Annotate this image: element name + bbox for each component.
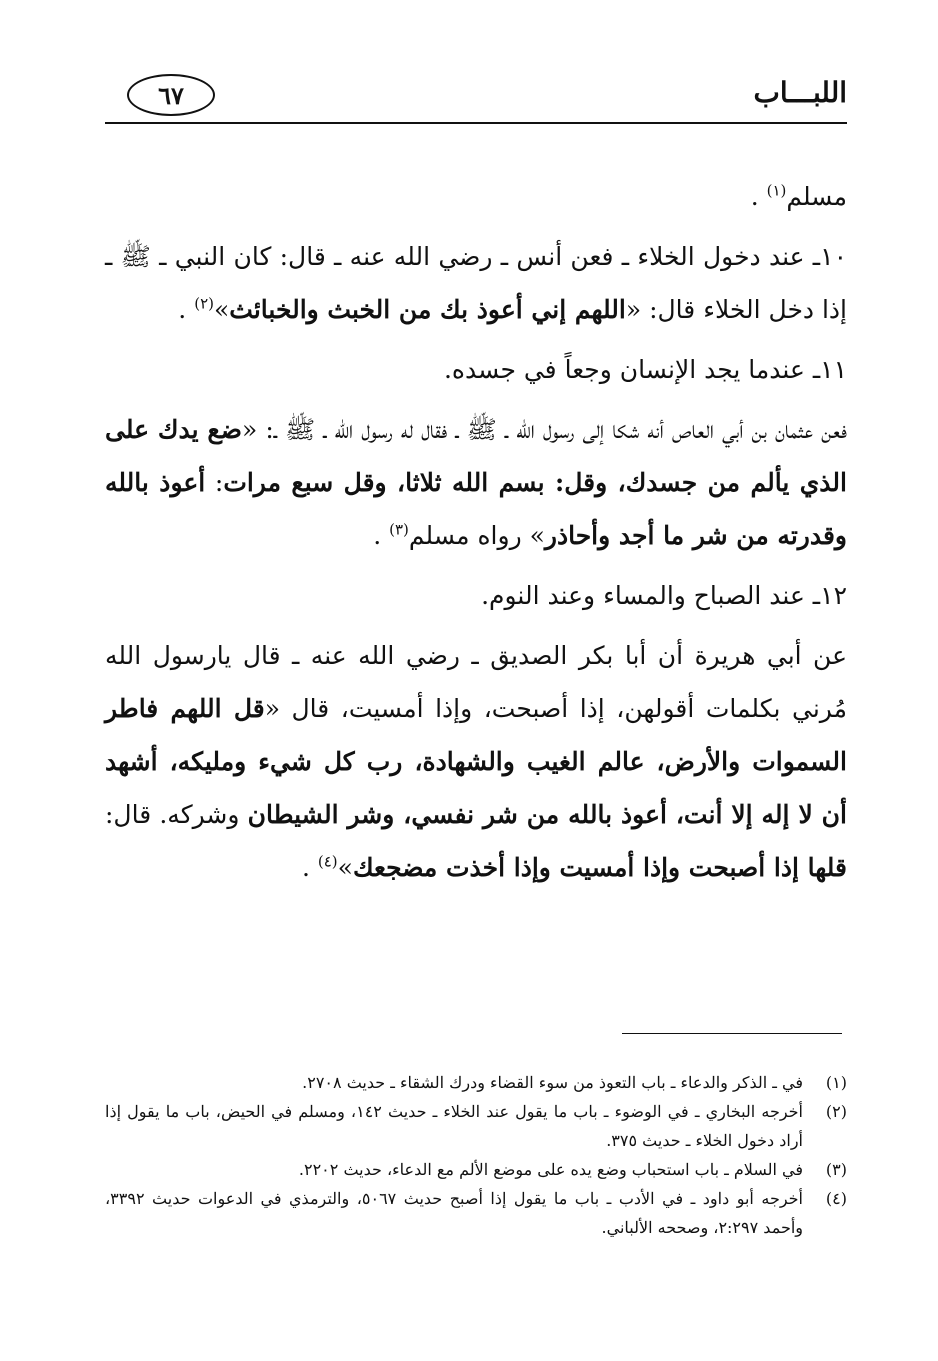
footnote-text: في ـ الذكر والدعاء ـ باب التعوذ من سوء القضاء ودرك الشقاء ـ حديث ٢٧٠٨. bbox=[302, 1073, 803, 1092]
footnote-ref-2[interactable]: (٢) bbox=[194, 294, 214, 313]
p6-dua-2: قلها إذا أصبحت وإذا أمسيت وإذا أخذت مضجعك bbox=[352, 853, 847, 882]
page-number-badge bbox=[127, 74, 215, 116]
footnote-3 bbox=[105, 1155, 847, 1184]
paragraph-1 bbox=[105, 170, 847, 223]
p1-text: مسلم bbox=[786, 182, 847, 211]
footnote-4 bbox=[105, 1184, 847, 1242]
footnote-ref-1[interactable]: (١) bbox=[766, 181, 787, 200]
p2-dua: اللهم إني أعوذ بك من الخبث والخبائث bbox=[229, 295, 626, 324]
footnote-text: أخرجه البخاري ـ في الوضوء ـ باب ما يقول عند الخلاء ـ حديث ١٤٢، ومسلم في الحيض، باب ما يقول إذا أراد دخول الخلاء ـ حديث ٣٧٥. bbox=[105, 1102, 804, 1150]
paragraph-5 bbox=[105, 569, 847, 622]
footnote-text: في السلام ـ باب استحباب وضع يده على موضع الألم مع الدعاء، حديث ٢٢٠٢. bbox=[298, 1160, 803, 1179]
footnote-text: أخرجه أبو داود ـ في الأدب ـ باب ما يقول إذا أصبح حديث ٥٠٦٧، والترمذي في الدعوات حديث ٣٣٩٢، وأحمد ٢:٢٩٧، وصححه الألباني. bbox=[105, 1189, 803, 1237]
main-text bbox=[105, 170, 847, 901]
footnotes bbox=[105, 1068, 847, 1242]
footnote-number: (٢) bbox=[825, 1102, 847, 1121]
p6-mid: وشركه. قال: bbox=[105, 800, 248, 829]
paragraph-3 bbox=[105, 343, 847, 396]
p4-end: . bbox=[373, 521, 390, 550]
p2-close: » bbox=[213, 295, 230, 324]
footnote-number: (٤) bbox=[825, 1189, 847, 1208]
p6-close: » bbox=[337, 853, 353, 882]
paragraph-2 bbox=[105, 230, 847, 336]
p6-end: . bbox=[301, 853, 318, 882]
p4-dua-2: أعوذ بالله وقدرته من شر ما أجد وأحاذر bbox=[105, 468, 847, 550]
p4-close: » رواه مسلم bbox=[408, 521, 545, 550]
p1-end: . bbox=[750, 182, 767, 211]
p4-text: فعن عثمان بن أبي العاص أنه شكا إلى رسول الله ـ ﷺ ـ فقال له رسول الله ـ ﷺ ـ: « bbox=[241, 415, 847, 444]
footnote-1 bbox=[105, 1068, 847, 1097]
p4-dua-1: ضع يدك على الذي يألم من جسدك، وقل: بسم الله ثلاثا، وقل سبع مرات bbox=[105, 415, 847, 497]
footnote-number: (٣) bbox=[825, 1160, 847, 1179]
paragraph-6 bbox=[105, 629, 847, 894]
footnote-number: (١) bbox=[825, 1073, 847, 1092]
p2-text: ١٠ـ عند دخول الخلاء ـ فعن أنس ـ رضي الله عنه ـ قال: كان النبي ـ ﷺ ـ إذا دخل الخلاء قال: « bbox=[105, 242, 847, 324]
p4-mid: : bbox=[205, 468, 224, 497]
paragraph-4 bbox=[105, 403, 847, 562]
page-number: ٦٧ bbox=[158, 80, 184, 110]
p5-text: ١٢ـ عند الصباح والمساء وعند النوم. bbox=[481, 581, 847, 610]
footnote-2 bbox=[105, 1097, 847, 1155]
footnote-ref-4[interactable]: (٤) bbox=[317, 852, 338, 871]
p3-text: ١١ـ عندما يجد الإنسان وجعاً في جسده. bbox=[443, 355, 847, 384]
p6-text: عن أبي هريرة أن أبا بكر الصديق ـ رضي الله عنه ـ قال يارسول الله مُرني بكلمات أقولهن، إذا أصبحت، وإذا أمسيت، قال « bbox=[105, 641, 847, 723]
p6-dua-1: قل اللهم فاطر السموات والأرض، عالم الغيب والشهادة، رب كل شيء ومليكه، أشهد أن لا إله إلا أنت، أعوذ بالله من شر نفسي، وشر الشيطان bbox=[105, 694, 847, 829]
p2-end: . bbox=[178, 295, 195, 324]
book-title: اللبـــاب bbox=[753, 76, 847, 109]
footnote-divider bbox=[622, 1033, 842, 1034]
running-header bbox=[105, 72, 847, 122]
header-divider bbox=[105, 122, 847, 124]
footnote-ref-3[interactable]: (٣) bbox=[389, 520, 409, 539]
